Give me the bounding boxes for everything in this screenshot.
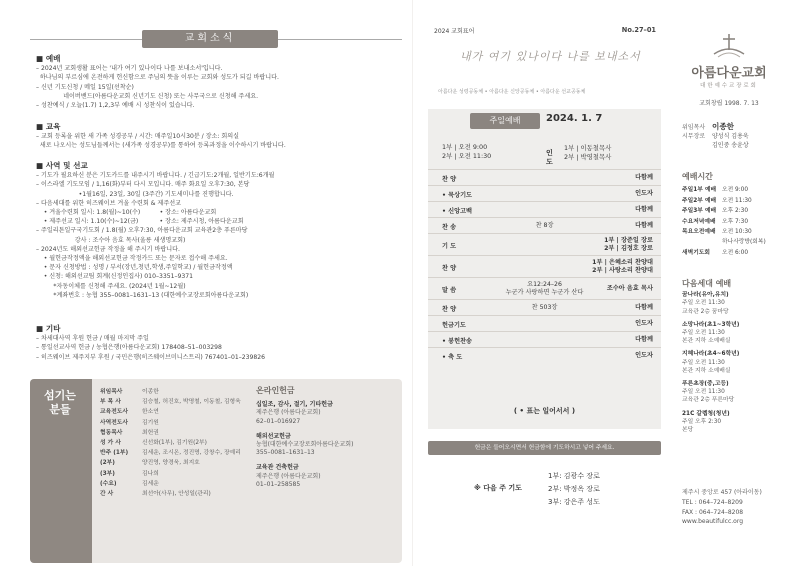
section-text: – 기도가 필요하신 분은 기도카드를 내주시기 바랍니다. / 긴급기도:2개월, 일반기도:6개월 – 이스라엘 기도모임 / 1,16(화)부터 다시 모입니다. 매주 화요일 오후7:30, 본당 •1월16일, 23일, 30일 (3주간) 기도세미나를 진행합니다. – 다음세대를 위한 히즈웨이브 겨울 수련회 & 제주선교 • 겨울수련회 일시: 1.8(월)~10(수) • 장소: 아름다운교회 • 제주선교 일시: 1.10(수)~12(금) • 장소: 제주시청, 아름다운교회 – 주일리튼일구국기도회 / 1.8(월) 오후7:30, 아름다운교회 교육관2층 푸른마당 강사 : 조수아 음효 목사(울릉 새생명교회) – 2024년도 해외선교헌금 작정을 해 주시기 바랍니다. • 월헌금작정액을 해외선교헌금 작정카드 또는 문자로 접수해 주세요. • 문자 신청방법 : 성명 / 부서(장년,청년,학생,주일학교) / 월헌금작정액 • 신청: 해외선교팀 회계(신정인집사) 010–3351–9371 *자동이체를 신청해 주세요. (2024년 1월~12월) *계좌번호 : 농협 355–0081–1631–13 (대한예수교장로회아름다운교회)	[36, 172, 275, 299]
standing-note: ( • 표는 일어서서 )	[513, 407, 576, 415]
section-heading: ■ 기타	[36, 324, 61, 333]
offering-label: 해외선교헌금	[256, 432, 291, 440]
bulletin-number: No.27–01	[621, 26, 656, 34]
staff-and-offering-box	[30, 379, 402, 563]
staff-row	[100, 438, 250, 448]
section-text: – 교회 등록을 위한 새 가족 성경공부 / 시간: 매주일10시30분 / 장소: 회의실 새로 나오시는 성도님들께서는 (새가족 성경공부)를 통하여 등록과정을 이수하시기 바랍니다.	[36, 133, 286, 150]
staff-role: (2부)	[100, 460, 115, 467]
order-person	[607, 285, 653, 293]
staff-names: 양진영, 양경욱, 최지호	[142, 460, 200, 467]
address-line: 제주시 중앙로 457 (아라이동)	[682, 489, 762, 496]
staff-row	[100, 407, 250, 417]
order-person-line: 다함께	[635, 174, 653, 181]
edu-name: 꿈나라(유아,유치)	[682, 292, 729, 299]
order-item	[428, 185, 661, 201]
offering-label: 교육관 건축헌금	[256, 464, 299, 472]
edu-line: 주일 오후 2:30	[682, 418, 722, 425]
staff-names: 신선화(1부), 김기원(2부)	[142, 440, 207, 447]
order-person-line: 다함께	[635, 336, 653, 343]
staff-row	[100, 489, 250, 499]
next-prayer-row: 3부: 강은주 성도	[548, 498, 600, 506]
order-item	[428, 217, 661, 233]
next-gen-services	[682, 280, 790, 439]
account-line: 농협(대한예수교장로회아름다운교회)	[256, 441, 354, 449]
elders-line: 양성식 김용욱	[712, 133, 749, 140]
edu-name: 푸른초장(중,고등)	[682, 381, 729, 388]
online-offering	[256, 387, 396, 496]
news-section-ministry	[36, 161, 274, 300]
news-title: 교회소식	[142, 30, 278, 48]
staff-row	[100, 418, 250, 428]
order-item	[428, 255, 661, 277]
website-link[interactable]: www.beautifulcc.org	[682, 518, 744, 526]
schedule-name: 주일1부 예배	[682, 187, 717, 194]
section-text: – 2024년 교회생활 표어는 '내가 여기 있나이다 나를 보내소서'입니다. 하나님의 부르심에 온전하게 헌신함으로 주님의 뜻을 이루는 교회와 성도가 되길 바랍니다. – 신년 기도신청 / 메일 15일(선착순) 네이버밴드(아름다운교회 신년기도 신청) 또는 사무국으로 신청해 주세요. – 성찬예식 / 오늘(1.7) 1,2,3부 예배 시 성찬식이 있습니다.	[36, 65, 279, 110]
staff-names: 김세운, 조시온, 정진명, 강창수, 장예리	[142, 450, 241, 457]
schedule-time: 오전 11:30	[722, 197, 752, 204]
offering-label: 십일조, 감사, 절기, 기타헌금	[256, 401, 333, 409]
order-person-line: 다함께	[635, 206, 653, 213]
worship-time: 1부 | 오전 9:00	[442, 143, 488, 151]
schedule-row	[682, 237, 790, 247]
order-item	[428, 347, 661, 363]
schedule-title: 예배시간	[682, 172, 713, 181]
order-person	[635, 304, 653, 312]
account-line: 62–01–016927	[256, 417, 301, 425]
order-title: 찬 양	[442, 176, 457, 183]
order-item	[428, 331, 661, 347]
order-title: • 묵상기도	[442, 192, 473, 199]
staff-role: 간 사	[100, 491, 114, 498]
year-motto-label: 2024 교회표어	[434, 28, 475, 35]
schedule-time: 하나사랑방(회복)	[722, 239, 766, 246]
leader-row: 1부 | 이동철목사	[564, 144, 612, 152]
next-week-label: ※ 다음 주 기도	[474, 484, 522, 492]
next-prayer-row: 1부: 김광수 장로	[548, 472, 600, 480]
schedule-row	[682, 206, 790, 216]
schedule-time: 오후 2:30	[722, 208, 749, 215]
edu-name: 지혜나라(초4~6학년)	[682, 351, 740, 358]
staff-role: 위임목사	[100, 389, 123, 395]
order-person	[592, 259, 653, 275]
fax-line: FAX : 064–724–8208	[682, 508, 744, 516]
section-text: – 차세대사역 후원 헌금 / 매월 마지막 주일 – 통일선교사역 헌금 / 농협은행(아름다운교회) 178408–51–003298 – 히즈웨이브 제주지부 후원 / 국민은행(히즈웨이브미니스트리) 767401–01–239826	[36, 335, 266, 361]
order-title: • 축 도	[442, 354, 463, 361]
account-line: 01–01–258585	[256, 480, 301, 488]
schedule-row	[682, 227, 790, 237]
schedule-name: 수요저녁예배	[682, 218, 716, 225]
church-address	[682, 488, 762, 527]
order-content: 찬 503장	[531, 304, 558, 311]
worship-times	[442, 143, 491, 161]
elders-line: 김인중 송윤상	[712, 142, 749, 149]
staff-row	[100, 448, 250, 458]
staff-side-label	[30, 379, 92, 563]
founded-date: 교회창립 1998. 7. 13	[699, 100, 759, 107]
order-title: 말 씀	[442, 287, 457, 294]
account-line: 355–0081–1631–13	[256, 449, 315, 457]
leader-row: 2부 | 박영철목사	[564, 153, 612, 161]
worship-time: 2부 | 오전 11:30	[442, 152, 492, 160]
staff-role: (수요)	[100, 480, 117, 487]
order-person	[635, 336, 653, 344]
staff-names: 김기원	[142, 419, 159, 426]
order-person	[635, 352, 653, 360]
staff-row	[100, 387, 250, 397]
order-item	[428, 315, 661, 331]
church-logo-icon	[712, 32, 746, 58]
elders-label: 시무장로	[682, 133, 706, 140]
schedule-row	[682, 217, 790, 227]
schedule-time: 오전 10:30	[722, 229, 752, 236]
staff-side-text: 섬기는 분들	[44, 389, 76, 416]
order-title: 기 도	[442, 243, 457, 250]
staff-role: 협동목사	[100, 429, 123, 436]
staff-role: 성 가 사	[100, 440, 121, 447]
order-person-line: 조수아 음효 목사	[606, 285, 653, 292]
staff-role: 교육전도사	[100, 409, 128, 416]
order-content: 찬 8장	[535, 222, 554, 229]
order-item	[428, 277, 661, 299]
staff-names: 최선아(사무), 안성일(관리)	[142, 491, 211, 498]
news-section-education	[36, 122, 286, 151]
edu-title: 다음세대 예배	[682, 279, 732, 288]
order-person-line: 다함께	[635, 304, 653, 311]
order-item	[428, 299, 661, 315]
staff-role: 부 목 사	[100, 399, 121, 406]
schedule-time: 오전 9:00	[722, 187, 749, 194]
order-person	[635, 206, 653, 214]
edu-name: 소망나라(초1~3학년)	[682, 321, 740, 328]
year-slogan: 내가 여기 있나이다 나를 보내소서	[460, 50, 641, 63]
order-title: 찬 양	[442, 306, 457, 313]
section-heading: ■ 사역 및 선교	[36, 161, 88, 170]
staff-row	[100, 397, 250, 407]
order-title: 헌금기도	[442, 322, 466, 329]
section-heading: ■ 교육	[36, 122, 61, 131]
edu-line: 교육관 2층 푸른마당	[682, 397, 735, 404]
worship-order-box	[428, 109, 661, 429]
staff-row	[100, 428, 250, 438]
online-offering-group	[256, 464, 396, 489]
schedule-name: 새벽기도회	[682, 249, 710, 256]
online-offering-group	[256, 401, 396, 426]
order-title: • 봉헌찬송	[442, 338, 473, 345]
edu-service	[682, 410, 790, 435]
staff-names: 이종한	[142, 389, 159, 395]
worship-order-list	[428, 169, 661, 363]
account-line: 제주은행 (아름다운교회)	[256, 409, 321, 417]
edu-service	[682, 350, 790, 375]
church-news-column	[30, 30, 402, 535]
denomination: 대한예수교장로회	[700, 83, 758, 89]
slogan-subtitle: 아름다운 성령공동체 • 아름다운 신앙공동체 • 아름다운 선교공동체	[438, 89, 586, 95]
staff-row	[100, 469, 250, 479]
order-person	[635, 320, 653, 328]
online-offering-title: 온라인헌금	[256, 386, 295, 395]
edu-line: 본관 지하 소예배실	[682, 338, 731, 345]
order-person-line: 2부 | 사랑소리 찬양대	[592, 267, 653, 274]
offering-note: 헌금은 들어오시면서 헌금함에 기도하시고 넣어 주세요.	[428, 441, 661, 455]
lead-label: 인도	[546, 149, 553, 166]
pastor-name: 이종한	[712, 122, 735, 131]
pastor-label: 위임목사	[682, 124, 706, 131]
staff-list	[100, 387, 250, 499]
order-person-line: 1부 | 장준일 장로	[604, 237, 653, 244]
edu-line: 본당	[682, 427, 694, 434]
staff-role: 사역전도사	[100, 419, 128, 426]
staff-role: (3부)	[100, 470, 115, 477]
news-section-worship	[36, 54, 279, 110]
schedule-row	[682, 196, 790, 206]
schedule-time: 오후 7:30	[722, 218, 749, 225]
pastor-info	[682, 122, 749, 150]
fold-divider	[412, 0, 413, 566]
edu-line: 주일 오전 11:30	[682, 300, 725, 307]
staff-names: 한소연	[142, 409, 159, 416]
order-person-line: 1부 | 은혜소리 찬양대	[592, 259, 653, 266]
staff-names: 김세운	[142, 480, 159, 487]
schedule-row	[682, 248, 790, 258]
schedule-name: 주일3부 예배	[682, 208, 717, 215]
church-name: 아름다운교회	[691, 66, 767, 81]
church-info-column	[668, 26, 790, 538]
schedule-time: 오전 6:00	[722, 249, 749, 256]
order-person-line: 인도자	[635, 320, 653, 327]
order-person	[604, 237, 653, 253]
edu-line: 교육관 2층 꿈마당	[682, 308, 729, 315]
edu-line: 본관 지하 소예배실	[682, 367, 731, 374]
edu-line: 주일 오전 11:30	[682, 389, 725, 396]
order-item	[428, 233, 661, 255]
schedule-name: 주일2부 예배	[682, 197, 717, 204]
edu-service	[682, 291, 790, 316]
schedule-row	[682, 185, 790, 195]
order-person	[635, 222, 653, 230]
staff-names: 김승철, 허진호, 박명철, 이동철, 김형욱	[142, 399, 241, 406]
next-prayer-row: 2부: 박정옥 장로	[548, 485, 600, 493]
order-item	[428, 169, 661, 185]
phone-line: TEL : 064–724–8209	[682, 498, 743, 506]
order-title: 찬 양	[442, 265, 457, 272]
edu-service	[682, 321, 790, 346]
staff-role: 반주 (1부)	[100, 450, 129, 457]
section-heading: ■ 예배	[36, 54, 61, 63]
order-item	[428, 201, 661, 217]
news-section-etc	[36, 324, 265, 362]
online-offering-group	[256, 433, 396, 458]
staff-row	[100, 479, 250, 489]
worship-date: 2024. 1. 7	[546, 113, 603, 124]
staff-names: 최헌권	[142, 429, 159, 436]
edu-name: 21C 갈렙청(청년)	[682, 410, 730, 417]
order-person-line: 인도자	[635, 190, 653, 197]
worship-column	[424, 26, 662, 538]
order-person	[635, 190, 653, 198]
order-title: • 신앙고백	[442, 208, 473, 215]
order-person-line: 인도자	[635, 352, 653, 359]
service-schedule	[682, 172, 790, 258]
order-person	[635, 174, 653, 182]
staff-row	[100, 458, 250, 468]
order-content: 요12:24–26 누군가 사랑하면 누군가 산다	[505, 281, 584, 296]
worship-header: 주일예배	[470, 113, 540, 129]
order-person-line: 2부 | 김정호 장로	[604, 245, 653, 252]
schedule-name: 목요오전예배	[682, 229, 716, 236]
edu-line: 주일 오전 11:30	[682, 359, 725, 366]
edu-service	[682, 380, 790, 405]
edu-line: 주일 오전 11:30	[682, 330, 725, 337]
account-line: 제주은행 (아름다운교회)	[256, 472, 321, 480]
order-person-line: 다함께	[635, 222, 653, 229]
order-title: 찬 송	[442, 224, 457, 231]
staff-names: 김나희	[142, 470, 159, 477]
